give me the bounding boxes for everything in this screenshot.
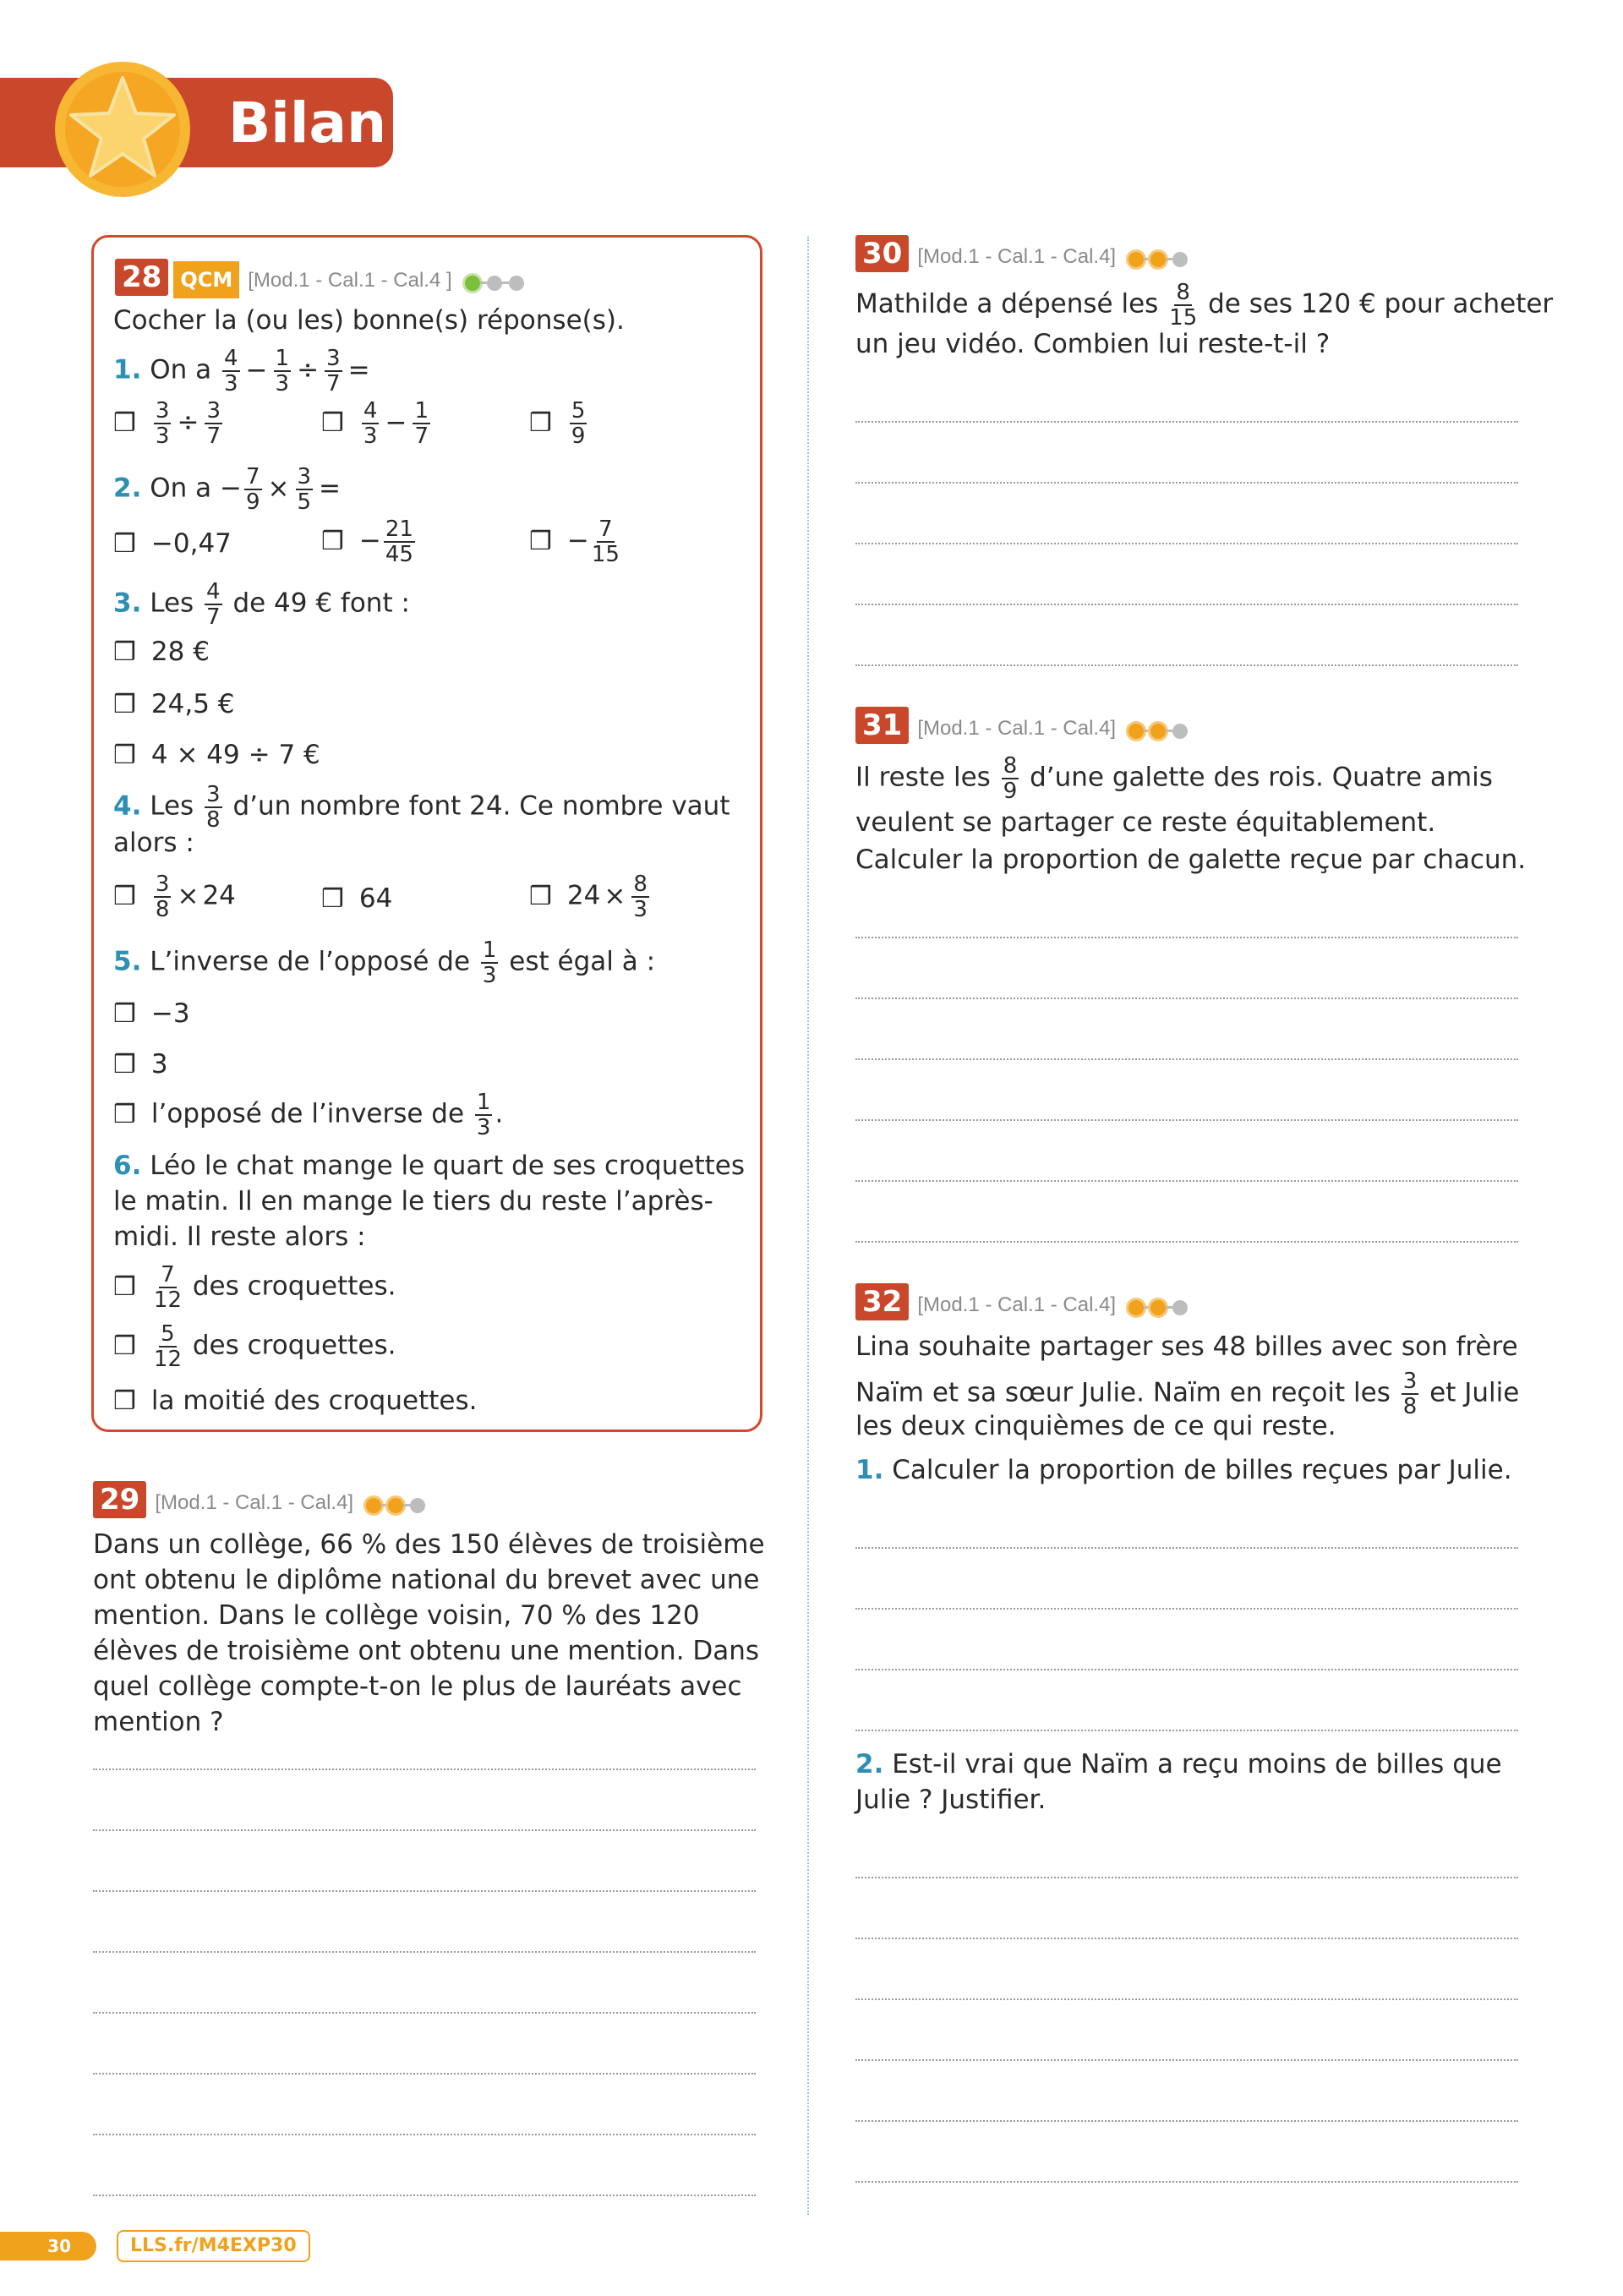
checkbox-icon[interactable]: ❒ <box>321 884 344 914</box>
checkbox-icon[interactable]: ❒ <box>113 1271 136 1302</box>
answer-line[interactable] <box>855 2181 1518 2183</box>
checkbox-icon[interactable]: ❒ <box>529 526 552 556</box>
q5-statement: 5. L’inverse de l’opposé de $\frac{1}{3}$ est égal à : <box>113 938 656 988</box>
answer-line[interactable] <box>855 1877 1518 1878</box>
exercise-number: 31 <box>855 707 909 744</box>
checkbox-icon[interactable]: ❒ <box>113 1386 136 1416</box>
q2-option-1[interactable]: ❒ −0,47 <box>113 526 232 562</box>
answer-line[interactable] <box>855 543 1518 544</box>
ex32-header <box>855 1283 1188 1320</box>
resource-link[interactable]: LLS.fr/M4EXP30 <box>117 2230 310 2262</box>
q1-statement: 1. On a $\frac{4}{3}$ − $\frac{1}{3}$ ÷ $\frac{3}{7}$ = <box>113 346 370 396</box>
q3-option-1[interactable]: ❒ 28 € <box>113 634 210 670</box>
answer-line[interactable] <box>855 1058 1518 1060</box>
answer-line[interactable] <box>93 1890 756 1892</box>
answer-line[interactable] <box>93 2073 756 2075</box>
skill-reference: [Mod.1 - Cal.1 - Cal.4 ] <box>248 269 452 292</box>
answer-line[interactable] <box>855 421 1518 423</box>
checkbox-icon[interactable]: ❒ <box>321 526 344 556</box>
ex28-header <box>115 259 524 298</box>
q3-option-2[interactable]: ❒ 24,5 € <box>113 686 235 723</box>
q5-option-2[interactable]: ❒ 3 <box>113 1047 168 1083</box>
answer-line[interactable] <box>93 1768 756 1770</box>
checkbox-icon[interactable]: ❒ <box>113 690 136 719</box>
q6-option-1[interactable]: ❒ $\frac{7}{12}$ des croquettes. <box>113 1262 396 1313</box>
ex30-header <box>855 235 1188 272</box>
checkbox-icon[interactable]: ❒ <box>113 999 136 1029</box>
checkbox-icon[interactable]: ❒ <box>113 529 136 559</box>
page-title: Bilan <box>228 90 387 156</box>
q5-option-3[interactable]: ❒ l’opposé de l’inverse de $\frac{1}{3}$ . <box>113 1090 504 1140</box>
exercise-number: 28 <box>115 259 168 296</box>
q6-option-3[interactable]: ❒ la moitié des croquettes. <box>113 1383 477 1419</box>
q2-option-2[interactable]: ❒ − $\frac{21}{45}$ <box>321 517 413 567</box>
q6-statement: 6. Léo le chat mange le quart de ses croquettes le matin. Il en mange le tiers du reste l’après-midi. Il reste alors : <box>113 1151 745 1252</box>
skill-reference: [Mod.1 - Cal.1 - Cal.4] <box>155 1491 354 1514</box>
q4-statement-continued: alors : <box>113 828 194 858</box>
q4-option-2[interactable]: ❒ 64 <box>321 881 392 917</box>
difficulty-level-icon <box>1128 1300 1188 1315</box>
answer-line[interactable] <box>93 1951 756 1953</box>
answer-line[interactable] <box>93 2134 756 2135</box>
page-number: 30 <box>0 2232 96 2260</box>
answer-line[interactable] <box>855 1119 1518 1121</box>
skill-reference: [Mod.1 - Cal.1 - Cal.4] <box>917 245 1117 268</box>
ex32-statement-line2: Naïm et sa sœur Julie. Naïm en reçoit les $\frac{3}{8}$ et Julie <box>855 1369 1520 1419</box>
exercise-number: 29 <box>93 1481 146 1518</box>
q1-option-3[interactable]: ❒ $\frac{5}{9}$ <box>529 398 586 449</box>
exercise-number: 30 <box>855 235 909 272</box>
difficulty-level-icon <box>465 276 524 291</box>
ex31-statement-line2: veulent se partager ce reste équitablement. <box>855 807 1436 838</box>
answer-line[interactable] <box>93 2012 756 2014</box>
answer-line[interactable] <box>93 2195 756 2196</box>
column-separator <box>807 237 809 2215</box>
q3-option-3[interactable]: ❒ 4 × 49 ÷ 7 € <box>113 737 320 774</box>
q2-option-3[interactable]: ❒ − $\frac{7}{15}$ <box>529 517 620 567</box>
answer-line[interactable] <box>855 1730 1518 1731</box>
ex32-statement-line1: Lina souhaite partager ses 48 billes avec son frère <box>855 1331 1518 1362</box>
ex32-question-1: 1. Calculer la proportion de billes reçues par Julie. <box>855 1455 1512 1485</box>
exercise-number: 32 <box>855 1283 909 1320</box>
answer-line[interactable] <box>855 1241 1518 1243</box>
checkbox-icon[interactable]: ❒ <box>113 637 136 667</box>
checkbox-icon[interactable]: ❒ <box>113 881 136 911</box>
checkbox-icon[interactable]: ❒ <box>113 1331 136 1361</box>
answer-line[interactable] <box>93 1829 756 1831</box>
q1-option-2[interactable]: ❒ $\frac{4}{3}$ − $\frac{1}{7}$ <box>321 398 429 449</box>
checkbox-icon[interactable]: ❒ <box>113 1050 136 1080</box>
answer-line[interactable] <box>855 1547 1518 1549</box>
qcm-badge: QCM <box>173 261 239 298</box>
q5-option-1[interactable]: ❒ −3 <box>113 996 190 1032</box>
ex30-statement: Mathilde a dépensé les $\frac{8}{15}$ de ses 120 € pour acheter <box>855 280 1554 331</box>
difficulty-level-icon <box>1128 724 1188 739</box>
q4-option-3[interactable]: ❒ 24 × $\frac{8}{3}$ <box>529 872 648 922</box>
q4-option-1[interactable]: ❒ $\frac{3}{8}$ × 24 <box>113 872 236 922</box>
answer-line[interactable] <box>855 1938 1518 1939</box>
checkbox-icon[interactable]: ❒ <box>113 1099 136 1129</box>
answer-line[interactable] <box>855 937 1518 938</box>
ex30-statement-line2: un jeu vidéo. Combien lui reste-t-il ? <box>855 329 1331 359</box>
checkbox-icon[interactable]: ❒ <box>529 407 552 438</box>
ex29-statement: Dans un collège, 66 % des 150 élèves de troisième ont obtenu le diplôme national du brevet avec une mention. Dans le collège voisin, 70 % des 120 élèves de troisième ont obtenu une mention. Dans quel collège compte-t-on le plus de lauréats avec mention ? <box>93 1529 765 1737</box>
ex32-question-2: 2. Est-il vrai que Naïm a reçu moins de billes que Julie ? Justifier. <box>855 1749 1502 1815</box>
ex31-statement: Il reste les $\frac{8}{9}$ d’une galette des rois. Quatre amis <box>855 753 1493 804</box>
q6-option-2[interactable]: ❒ $\frac{5}{12}$ des croquettes. <box>113 1321 396 1372</box>
q1-option-1[interactable]: ❒ $\frac{3}{3}$ ÷ $\frac{3}{7}$ <box>113 398 221 449</box>
q3-statement: 3. Les $\frac{4}{7}$ de 49 € font : <box>113 579 410 630</box>
answer-line[interactable] <box>855 664 1518 666</box>
q4-statement: 4. Les $\frac{3}{8}$ d’un nombre font 24. Ce nombre vaut <box>113 782 730 833</box>
checkbox-icon[interactable]: ❒ <box>321 407 344 438</box>
answer-line[interactable] <box>855 1998 1518 2000</box>
answer-line[interactable] <box>855 1180 1518 1182</box>
star-icon <box>52 59 193 200</box>
difficulty-level-icon <box>1128 252 1188 267</box>
answer-line[interactable] <box>855 1608 1518 1610</box>
difficulty-level-icon <box>366 1498 425 1513</box>
answer-line[interactable] <box>855 2120 1518 2122</box>
skill-reference: [Mod.1 - Cal.1 - Cal.4] <box>917 717 1117 740</box>
ex31-header <box>855 707 1188 744</box>
answer-line[interactable] <box>855 1669 1518 1670</box>
ex28-instructions: Cocher la (ou les) bonne(s) réponse(s). <box>113 305 625 336</box>
answer-line[interactable] <box>855 998 1518 999</box>
answer-line[interactable] <box>855 482 1518 484</box>
answer-line[interactable] <box>855 2059 1518 2061</box>
checkbox-icon[interactable]: ❒ <box>113 741 136 770</box>
checkbox-icon[interactable]: ❒ <box>529 881 552 911</box>
skill-reference: [Mod.1 - Cal.1 - Cal.4] <box>917 1293 1117 1316</box>
answer-line[interactable] <box>855 604 1518 605</box>
q2-statement: 2. On a − $\frac{7}{9}$ × $\frac{3}{5}$ = <box>113 464 342 515</box>
ex31-statement-line3: Calculer la proportion de galette reçue par chacun. <box>855 845 1527 875</box>
ex29-header <box>93 1481 425 1518</box>
checkbox-icon[interactable]: ❒ <box>113 407 136 438</box>
ex32-statement-line3: les deux cinquièmes de ce qui reste. <box>855 1411 1336 1441</box>
